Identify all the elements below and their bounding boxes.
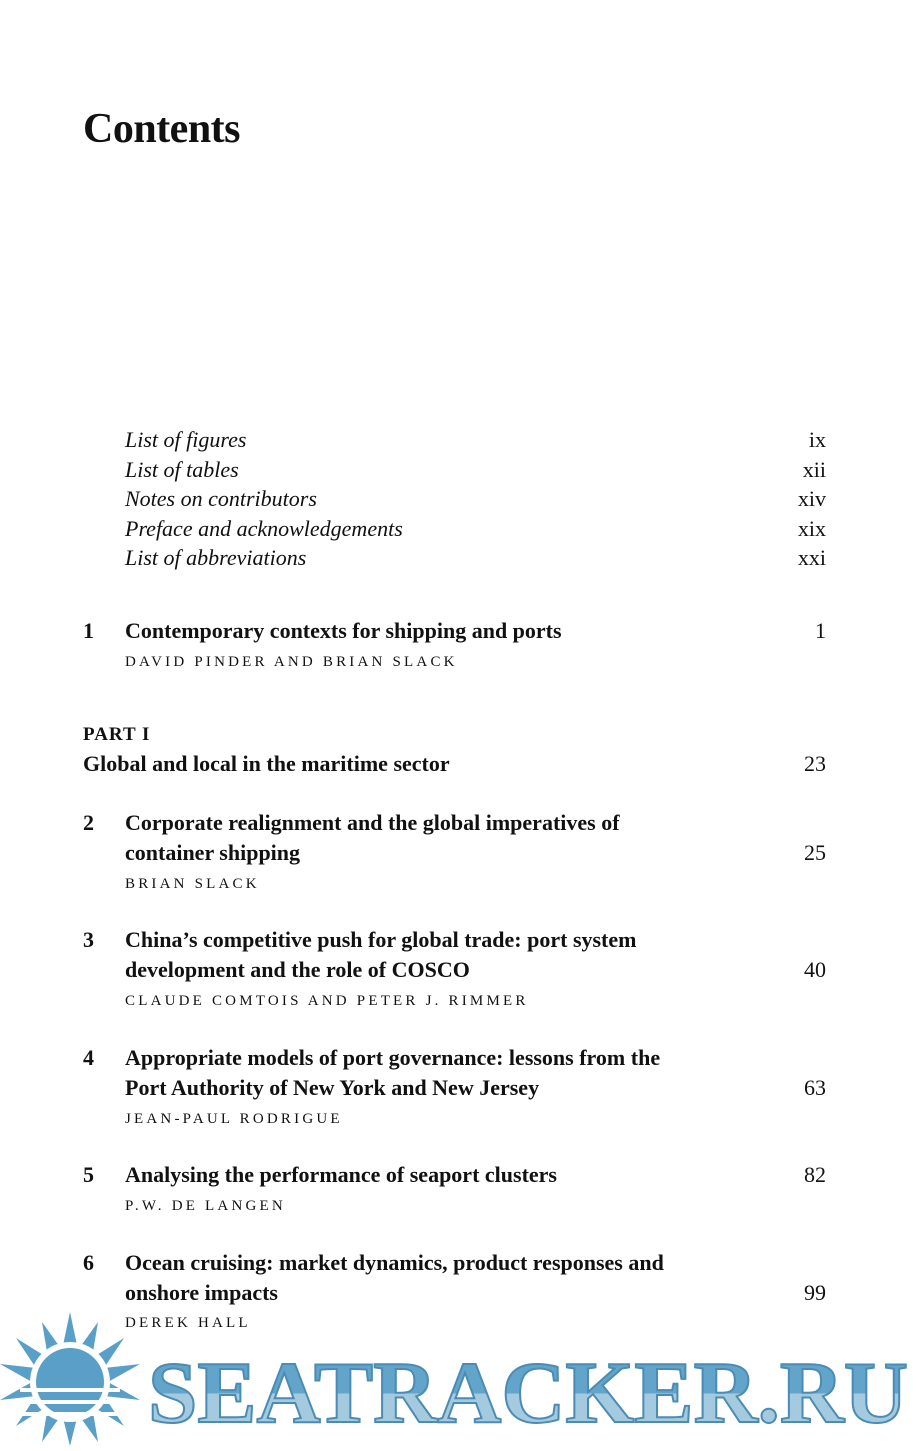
chapter-title: Ocean cruising: market dynamics, product responses and: [125, 1250, 664, 1275]
chapter-number: 1: [83, 618, 94, 643]
chapter-author: DEREK HALL: [125, 1315, 251, 1331]
watermark-text: SEATRACKER.RU: [148, 1345, 908, 1442]
chapter-number: 2: [83, 810, 94, 835]
chapter-title-continued: development and the role of COSCO: [125, 957, 470, 982]
page-number: 63: [804, 1075, 826, 1100]
page-number: 99: [804, 1280, 826, 1305]
chapter-author: BRIAN SLACK: [125, 876, 260, 892]
chapter-number: 6: [83, 1250, 94, 1275]
chapter-number: 5: [83, 1162, 94, 1187]
chapter-title: China’s competitive push for global trade: port system: [125, 927, 637, 952]
front-matter-title: List of figures: [125, 427, 247, 452]
watermark: [0, 1308, 922, 1446]
page-number: 40: [804, 957, 826, 982]
page-title: Contents: [83, 106, 241, 152]
front-matter-title: List of tables: [125, 457, 239, 482]
part-title: Global and local in the maritime sector: [83, 751, 450, 776]
chapter-title-continued: onshore impacts: [125, 1280, 278, 1305]
chapter-author: P.W. DE LANGEN: [125, 1198, 286, 1214]
page-number: xiv: [797, 486, 826, 511]
chapter-title: Corporate realignment and the global imperatives of: [125, 810, 620, 835]
page-number: xxi: [797, 545, 826, 570]
chapter-number: 3: [83, 927, 94, 952]
chapter-title: Appropriate models of port governance: lessons from the: [125, 1045, 661, 1070]
chapter-title: Contemporary contexts for shipping and ports: [125, 618, 562, 643]
chapter-author: DAVID PINDER AND BRIAN SLACK: [125, 654, 458, 670]
watermark-graphic: [0, 1308, 922, 1446]
chapter-title-continued: Port Authority of New York and New Jersey: [125, 1075, 540, 1100]
front-matter-title: Notes on contributors: [125, 486, 317, 511]
chapter-author: JEAN-PAUL RODRIGUE: [125, 1111, 343, 1127]
page-number: 1: [815, 618, 826, 643]
chapter-number: 4: [83, 1045, 94, 1070]
page-number: xii: [802, 457, 826, 482]
front-matter-title: Preface and acknowledgements: [125, 516, 403, 541]
page-number: ix: [808, 427, 826, 452]
page-number: 23: [804, 751, 826, 776]
chapter-title-continued: container shipping: [125, 840, 301, 865]
page-number: 25: [804, 840, 826, 865]
chapter-title: Analysing the performance of seaport clusters: [125, 1162, 557, 1187]
page-number: xix: [797, 516, 826, 541]
front-matter-title: List of abbreviations: [125, 545, 307, 570]
sun-logo-icon: [0, 1312, 140, 1446]
chapter-author: CLAUDE COMTOIS AND PETER J. RIMMER: [125, 993, 529, 1009]
page-number: 82: [804, 1162, 826, 1187]
part-label: PART I: [83, 724, 151, 745]
